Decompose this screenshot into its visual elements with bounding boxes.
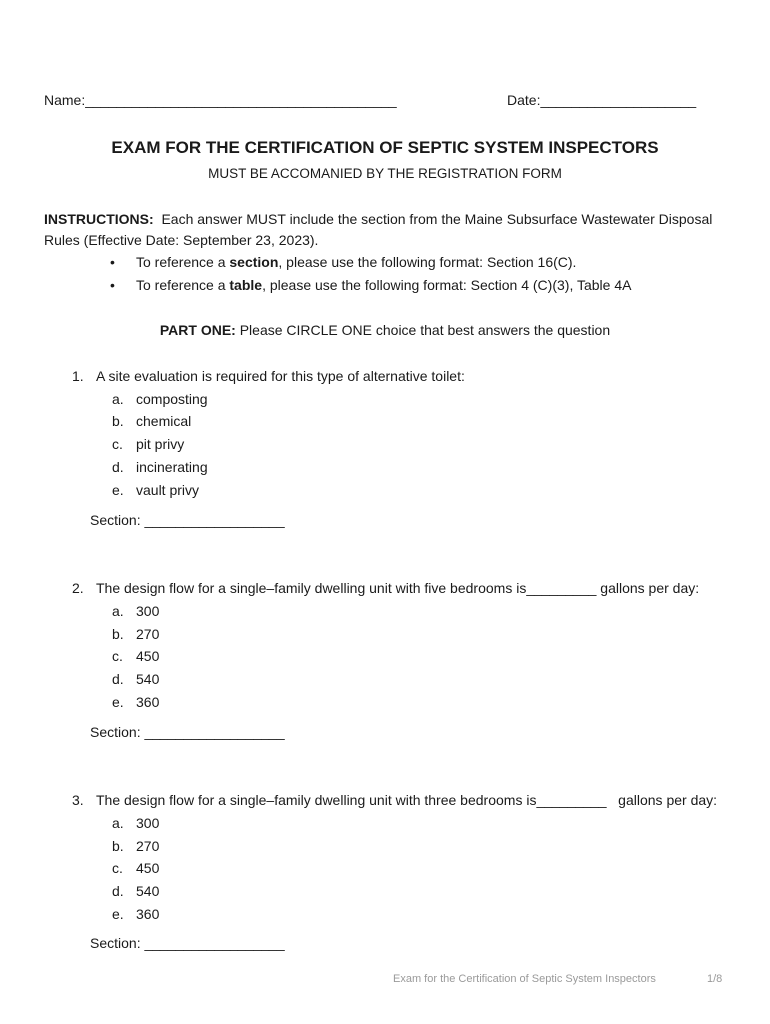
option-text: 450: [136, 860, 160, 876]
option-letter: b.: [112, 838, 124, 854]
bullet-bold: table: [229, 277, 263, 293]
part-one-heading: [0, 322, 770, 338]
option-letter: b.: [112, 413, 124, 429]
bullet-text: To reference a: [136, 254, 230, 270]
footer-doc-title: Exam for the Certification of Septic System Inspectors: [393, 973, 656, 985]
question-number: 2.: [72, 580, 84, 596]
question-number: 3.: [72, 792, 84, 808]
option-text: 360: [136, 694, 160, 710]
option-text: 300: [136, 603, 160, 619]
part-one-text: Please CIRCLE ONE choice that best answers the question: [239, 322, 611, 338]
option-letter: c.: [112, 436, 123, 452]
part-one-label: PART ONE:: [159, 322, 236, 338]
option-text: chemical: [136, 413, 192, 429]
option-letter: c.: [112, 860, 123, 876]
section-answer-3[interactable]: Section: __________________: [90, 935, 285, 951]
instructions-label: INSTRUCTIONS:: [44, 211, 154, 227]
question-1: [72, 368, 465, 384]
option-text: incinerating: [136, 459, 208, 475]
name-field[interactable]: Name:________________________________________: [44, 92, 397, 108]
option-letter: a.: [112, 815, 124, 831]
section-answer-2[interactable]: Section: __________________: [90, 724, 285, 740]
bullet-icon: •: [110, 277, 115, 293]
option-text: 360: [136, 906, 160, 922]
option-1d[interactable]: [112, 459, 208, 475]
option-3b[interactable]: [112, 838, 159, 854]
bullet-item-table: [110, 277, 631, 293]
option-2a[interactable]: [112, 603, 159, 619]
option-2c[interactable]: [112, 648, 159, 664]
option-letter: b.: [112, 626, 124, 642]
bullet-text: To reference a: [136, 277, 230, 293]
option-1e[interactable]: [112, 482, 199, 498]
option-text: 540: [136, 883, 160, 899]
option-1a[interactable]: [112, 391, 208, 407]
bullet-item-section: [110, 254, 576, 270]
option-2b[interactable]: [112, 626, 159, 642]
option-letter: d.: [112, 671, 124, 687]
bullet-icon: •: [110, 254, 115, 270]
option-letter: a.: [112, 603, 124, 619]
option-text: composting: [136, 391, 208, 407]
option-2e[interactable]: [112, 694, 159, 710]
option-letter: d.: [112, 459, 124, 475]
bullet-text: , please use the following format: Section 4 (C)(3), Table 4A: [262, 277, 632, 293]
option-text: 300: [136, 815, 160, 831]
question-3: [72, 792, 717, 808]
page-title: EXAM FOR THE CERTIFICATION OF SEPTIC SYSTEM INSPECTORS: [111, 138, 659, 157]
option-3c[interactable]: [112, 860, 159, 876]
option-text: 540: [136, 671, 160, 687]
option-3e[interactable]: [112, 906, 159, 922]
option-letter: e.: [112, 906, 124, 922]
date-field[interactable]: Date:____________________: [507, 92, 697, 108]
option-letter: e.: [112, 694, 124, 710]
page-subtitle: MUST BE ACCOMANIED BY THE REGISTRATION FORM: [208, 166, 562, 181]
option-text: 450: [136, 648, 160, 664]
question-text: The design flow for a single–family dwelling unit with five bedrooms is_________ gallons per day:: [96, 580, 700, 596]
bullet-bold: section: [229, 254, 279, 270]
instructions: [44, 209, 724, 251]
option-1b[interactable]: [112, 413, 191, 429]
option-text: 270: [136, 838, 160, 854]
option-letter: e.: [112, 482, 124, 498]
bullet-text: , please use the following format: Section 16(C).: [278, 254, 577, 270]
option-text: 270: [136, 626, 160, 642]
option-3d[interactable]: [112, 883, 159, 899]
option-letter: c.: [112, 648, 123, 664]
question-2: [72, 580, 699, 596]
option-1c[interactable]: [112, 436, 184, 452]
option-text: vault privy: [136, 482, 200, 498]
footer-page-number: 1/8: [707, 973, 723, 985]
question-number: 1.: [72, 368, 84, 384]
question-text: A site evaluation is required for this type of alternative toilet:: [96, 368, 465, 384]
section-answer-1[interactable]: Section: __________________: [90, 512, 285, 528]
option-letter: d.: [112, 883, 124, 899]
option-3a[interactable]: [112, 815, 159, 831]
option-2d[interactable]: [112, 671, 159, 687]
option-letter: a.: [112, 391, 124, 407]
instructions-text: Each answer MUST include the section from the Maine Subsurface Wastewater Disposal Rules (Effective Date: September 23, 2023).: [44, 211, 713, 248]
option-text: pit privy: [136, 436, 185, 452]
question-text: The design flow for a single–family dwelling unit with three bedrooms is_________ gallons per day:: [96, 792, 718, 808]
